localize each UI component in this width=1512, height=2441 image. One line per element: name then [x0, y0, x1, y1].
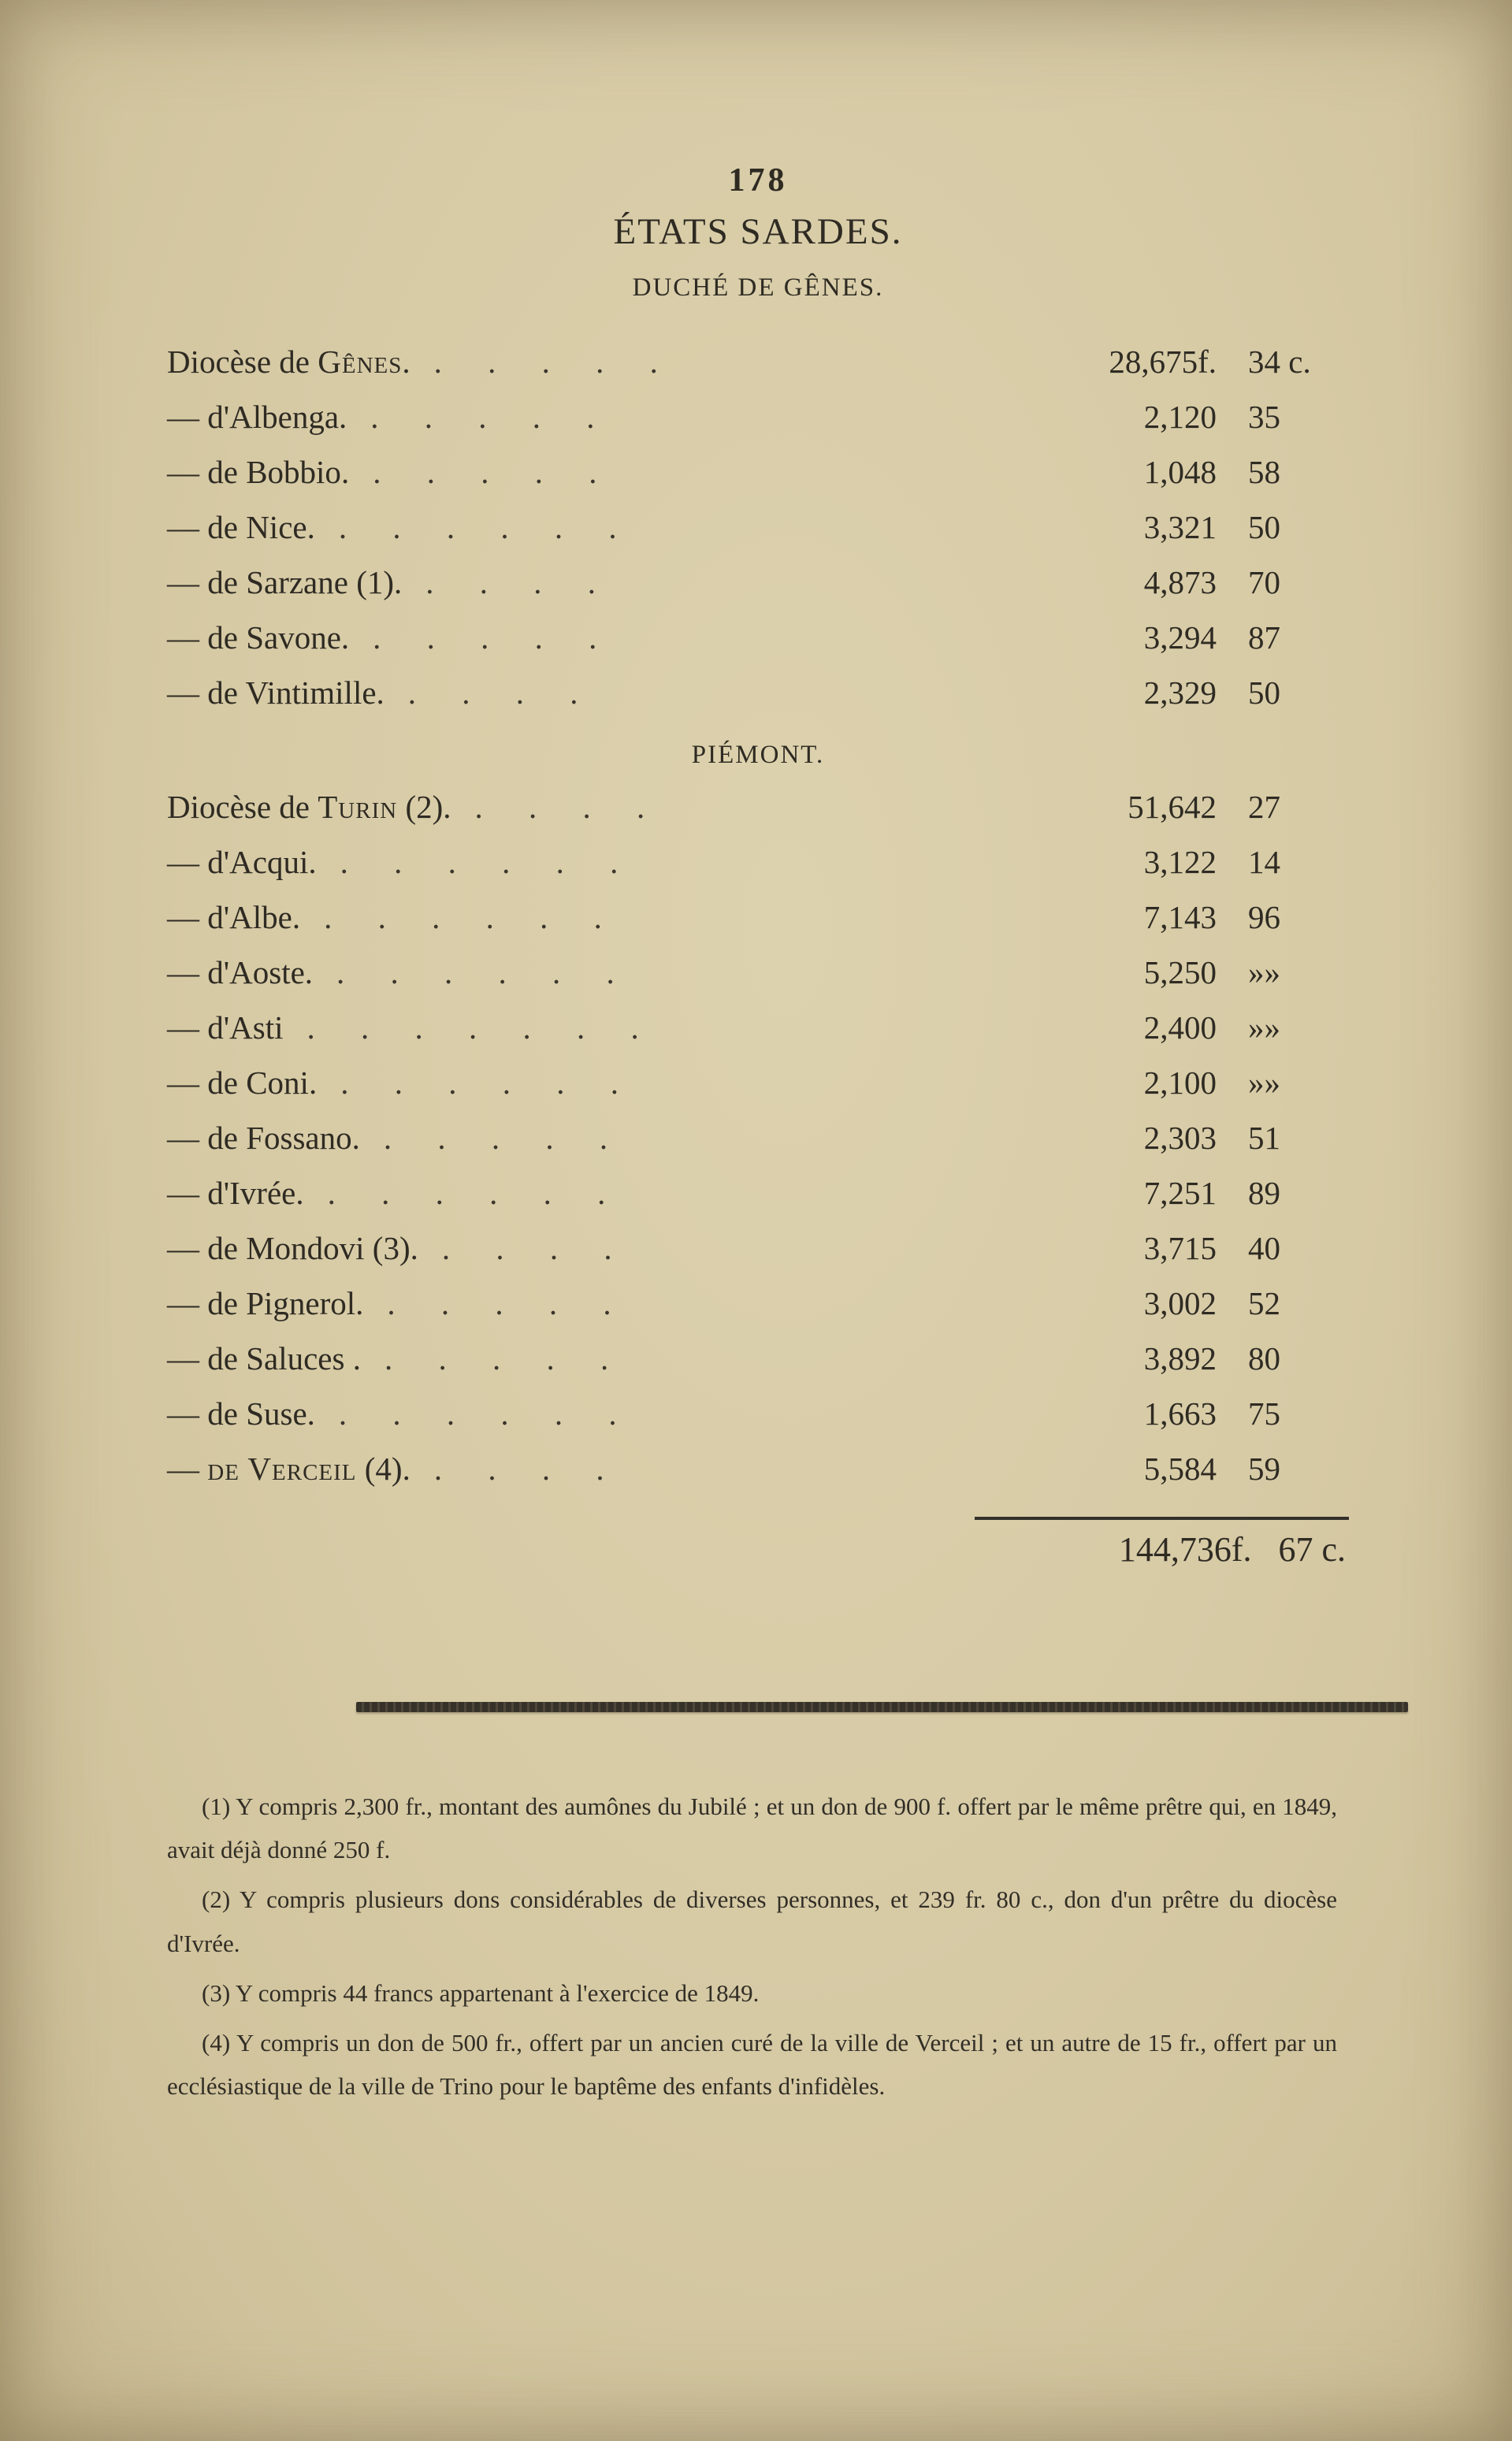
diocese-label	[167, 1165, 304, 1220]
amount-cents: 75	[1248, 1395, 1280, 1432]
table-row	[167, 500, 1349, 555]
amount-francs: 3,892	[1143, 1340, 1217, 1377]
diocese-label-prefix: —	[167, 844, 208, 880]
diocese-label-suffix: .	[394, 564, 403, 600]
diocese-label-suffix: .	[308, 844, 317, 880]
diocese-label-prefix: —	[167, 899, 208, 935]
diocese-name: de Sarzane (1)	[207, 564, 395, 600]
diocese-name: d'Acqui	[207, 844, 309, 880]
diocese-name: Turin	[318, 789, 398, 825]
diocese-name: de Fossano	[207, 1120, 352, 1156]
diocese-label-prefix: —	[167, 454, 208, 490]
diocese-name: de Nice	[207, 509, 307, 545]
table-row	[167, 834, 1349, 890]
footnote: (3) Y compris 44 francs appartenant à l'exercice de 1849.	[202, 1978, 760, 2007]
diocese-label-prefix: —	[167, 954, 208, 990]
amount-cents: 96	[1248, 899, 1280, 935]
amount-cents: 87	[1248, 619, 1280, 656]
diocese-label	[167, 1055, 317, 1110]
diocese-label-suffix: .	[295, 1175, 304, 1211]
total-box	[975, 1517, 1349, 1570]
diocese-label-prefix: —	[167, 1064, 208, 1101]
amount-francs: 3,122	[1143, 844, 1217, 880]
table-row	[167, 890, 1349, 945]
dot-leader: . . . . .	[370, 399, 595, 435]
diocese-name: de Coni	[207, 1064, 309, 1101]
footnote: (1) Y compris 2,300 fr., montant des aumônes du Jubilé ; et un don de 900 f. offert par le même prêtre qui, en 1849, avait déjà donné 250 f.	[167, 1793, 1337, 1864]
diocese-label-suffix: .	[355, 1285, 364, 1321]
diocese-label	[167, 610, 349, 665]
table-row	[167, 1276, 1349, 1331]
dot-leader: . . . . .	[373, 619, 597, 656]
separator-rule	[356, 1702, 1408, 1712]
dot-leader: . . . . . .	[340, 844, 619, 880]
diocese-table-piemont	[167, 779, 1349, 1496]
page-title: ÉTATS SARDES.	[613, 211, 903, 252]
table-row	[167, 665, 1349, 720]
amount-francs: 2,329	[1143, 674, 1217, 711]
diocese-label	[167, 555, 402, 610]
diocese-label-suffix: .	[376, 674, 385, 711]
amount-francs: 2,120	[1143, 399, 1217, 435]
diocese-name: de Vintimille	[207, 674, 377, 711]
diocese-label-suffix: .	[351, 1120, 360, 1156]
diocese-name: de Pignerol	[207, 1285, 356, 1321]
amount-cents: »»	[1248, 1064, 1280, 1101]
table-row	[167, 1441, 1349, 1496]
table-row	[167, 444, 1349, 500]
amount-francs: 1,663	[1143, 1395, 1217, 1432]
amount-francs: 3,002	[1143, 1285, 1217, 1321]
amount-francs: 2,303	[1143, 1120, 1217, 1156]
table-row	[167, 779, 1349, 834]
section-heading-piemont: PIÉMONT.	[691, 741, 825, 769]
diocese-table-genes	[167, 334, 1349, 720]
dot-leader: . . . . . .	[338, 1395, 617, 1432]
dot-leader: . . . . . .	[338, 509, 617, 545]
diocese-label-prefix: —	[167, 564, 208, 600]
amount-francs: 4,873	[1143, 564, 1217, 600]
table-row	[167, 1386, 1349, 1441]
diocese-label	[167, 500, 315, 555]
table-row	[167, 555, 1349, 610]
amount-cents: 50	[1248, 674, 1280, 711]
dot-leader: . . . . .	[433, 344, 658, 380]
diocese-label-suffix: .	[410, 1230, 418, 1266]
diocese-name: Gênes	[318, 344, 403, 380]
dot-leader: . . . . . .	[336, 954, 615, 990]
table-row	[167, 945, 1349, 1000]
diocese-label	[167, 1110, 360, 1165]
diocese-label-suffix: .	[340, 454, 350, 490]
table-row	[167, 1165, 1349, 1220]
diocese-label-suffix: (4).	[356, 1451, 411, 1487]
diocese-label-suffix: .	[306, 1395, 315, 1432]
section-heading-genes: DUCHÉ DE GÊNES.	[632, 273, 884, 302]
diocese-label-prefix: —	[167, 619, 208, 656]
dot-leader: . . . . .	[387, 1285, 611, 1321]
diocese-label-suffix: (2).	[397, 789, 451, 825]
diocese-label	[167, 389, 347, 444]
total-amount: 144,736f.	[1118, 1530, 1252, 1569]
amount-cents: 14	[1248, 844, 1280, 880]
amount-cents: 35	[1248, 399, 1280, 435]
diocese-label	[167, 665, 385, 720]
footnotes-block	[167, 1785, 1337, 2108]
amount-cents: 51	[1248, 1120, 1280, 1156]
diocese-label	[167, 945, 313, 1000]
diocese-name: d'Albenga	[207, 399, 340, 435]
table-row	[167, 1220, 1349, 1276]
diocese-label	[167, 834, 317, 890]
amount-francs: 7,143	[1143, 899, 1217, 935]
diocese-label	[167, 1000, 283, 1055]
table-row	[167, 389, 1349, 444]
diocese-name: d'Ivrée	[207, 1175, 296, 1211]
diocese-label	[167, 1220, 418, 1276]
dot-leader: . . . . . .	[324, 899, 602, 935]
dot-leader: . . . . .	[383, 1120, 608, 1156]
amount-cents: 59	[1248, 1451, 1280, 1487]
amount-francs: 3,321	[1143, 509, 1217, 545]
dot-leader: . . . . . . .	[306, 1009, 639, 1046]
table-row	[167, 1000, 1349, 1055]
amount-cents: 52	[1248, 1285, 1280, 1321]
dot-leader: . . . .	[425, 564, 596, 600]
scanned-page	[167, 0, 1349, 2108]
footnote: (2) Y compris plusieurs dons considérables de diverses personnes, et 239 fr. 80 c., don d'un prêtre du diocèse d'Ivrée.	[167, 1886, 1337, 1957]
diocese-label	[167, 1331, 361, 1386]
diocese-label-prefix: —	[167, 1395, 208, 1432]
diocese-name: de Bobbio	[207, 454, 341, 490]
diocese-label-suffix: .	[306, 509, 315, 545]
diocese-name: de Verceil	[207, 1451, 357, 1487]
table-row	[167, 1055, 1349, 1110]
amount-cents: 58	[1248, 454, 1280, 490]
amount-cents: »»	[1248, 1009, 1280, 1046]
table-row	[167, 1331, 1349, 1386]
diocese-label	[167, 890, 300, 945]
amount-cents: 40	[1248, 1230, 1280, 1266]
diocese-label-suffix: .	[308, 1064, 318, 1101]
diocese-name: d'Albe	[207, 899, 292, 935]
amount-francs: 7,251	[1143, 1175, 1217, 1211]
footnote: (4) Y compris un don de 500 fr., offert par un ancien curé de la ville de Verceil ; et un autre de 15 fr., offert par un ecclésiastique de la ville de Trino pour le baptême des enfants d'infidèles.	[167, 2028, 1337, 2101]
diocese-label-suffix: .	[339, 399, 347, 435]
diocese-label	[167, 779, 451, 834]
total-cents: 67 c.	[1278, 1530, 1346, 1569]
dot-leader: . . . . .	[373, 454, 597, 490]
amount-francs: 2,100	[1143, 1064, 1217, 1101]
amount-cents: »»	[1248, 954, 1280, 990]
amount-cents: 89	[1248, 1175, 1280, 1211]
dot-leader: . . . . . .	[327, 1175, 606, 1211]
amount-cents: 70	[1248, 564, 1280, 600]
table-row	[167, 334, 1349, 389]
page-number: 178	[728, 162, 788, 199]
table-row	[167, 1110, 1349, 1165]
amount-francs: 51,642	[1127, 789, 1217, 825]
amount-cents: 80	[1248, 1340, 1280, 1377]
diocese-label-prefix: —	[167, 674, 208, 711]
diocese-label	[167, 334, 411, 389]
diocese-label-prefix: —	[167, 1120, 208, 1156]
diocese-label-prefix: —	[167, 399, 208, 435]
amount-francs: 5,584	[1143, 1451, 1217, 1487]
amount-francs: 3,294	[1143, 619, 1217, 656]
diocese-name: de Saluces	[207, 1340, 345, 1377]
diocese-label-prefix: Diocèse de	[167, 789, 318, 825]
diocese-label-prefix: —	[167, 1175, 208, 1211]
diocese-name: d'Asti	[207, 1009, 284, 1046]
diocese-label-prefix: —	[167, 1230, 208, 1266]
amount-francs: 2,400	[1143, 1009, 1217, 1046]
dot-leader: . . . .	[441, 1230, 612, 1266]
diocese-name: de Savone	[207, 619, 341, 656]
diocese-label-prefix: —	[167, 1451, 208, 1487]
table-row	[167, 610, 1349, 665]
total-row	[167, 1517, 1349, 1570]
dot-leader: . . . . .	[384, 1340, 609, 1377]
dot-leader: . . . .	[433, 1451, 604, 1487]
diocese-label	[167, 444, 349, 500]
amount-cents: 50	[1248, 509, 1280, 545]
amount-francs: 28,675f.	[1109, 344, 1217, 380]
diocese-label	[167, 1386, 315, 1441]
diocese-label-prefix: —	[167, 1340, 208, 1377]
diocese-label	[167, 1441, 411, 1496]
dot-leader: . . . .	[474, 789, 645, 825]
diocese-label-suffix: .	[344, 1340, 361, 1377]
amount-cents: 27	[1248, 789, 1280, 825]
amount-francs: 1,048	[1143, 454, 1217, 490]
diocese-label-suffix: .	[292, 899, 301, 935]
amount-francs: 5,250	[1143, 954, 1217, 990]
diocese-label-suffix: .	[402, 344, 411, 380]
amount-cents: 34 c.	[1248, 344, 1311, 380]
diocese-label-prefix: —	[167, 1285, 208, 1321]
dot-leader: . . . . . .	[340, 1064, 619, 1101]
diocese-label-suffix: .	[340, 619, 350, 656]
diocese-name: d'Aoste	[207, 954, 305, 990]
diocese-label	[167, 1276, 363, 1331]
diocese-label-prefix: Diocèse de	[167, 344, 318, 380]
diocese-label-prefix: —	[167, 509, 208, 545]
amount-francs: 3,715	[1143, 1230, 1217, 1266]
diocese-name: de Suse	[207, 1395, 307, 1432]
diocese-label-suffix: .	[304, 954, 314, 990]
diocese-name: de Mondovi (3)	[207, 1230, 411, 1266]
dot-leader: . . . .	[407, 674, 578, 711]
diocese-label-prefix: —	[167, 1009, 208, 1046]
